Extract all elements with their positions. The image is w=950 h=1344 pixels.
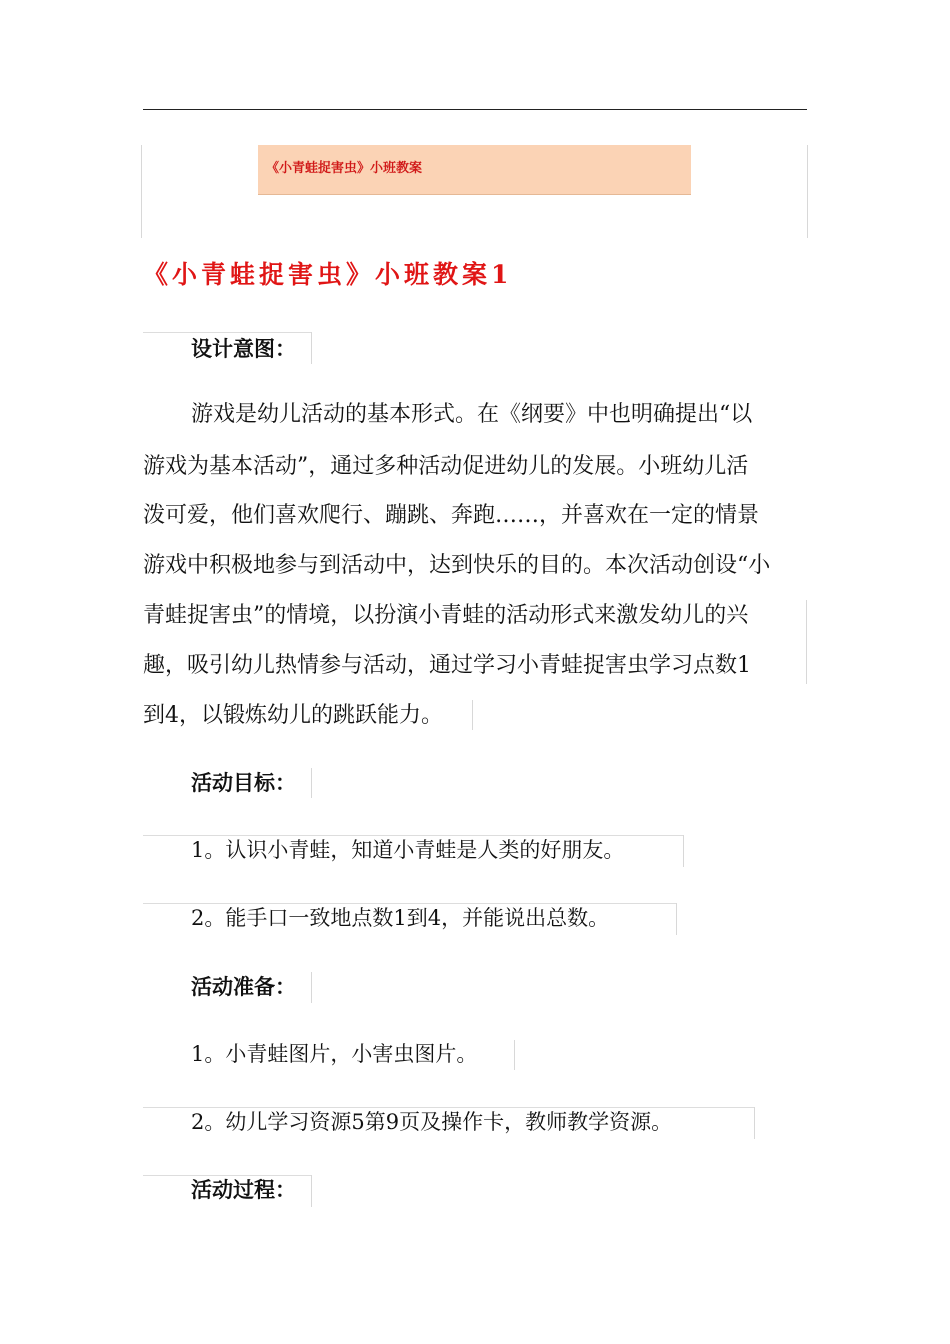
top-rule: [143, 109, 807, 110]
frame-left-line: [141, 145, 142, 238]
item-rule-side: [754, 1107, 755, 1139]
heading-rule-side: [311, 768, 312, 798]
paragraph-end-line: [472, 700, 473, 730]
heading-rule-side: [311, 332, 312, 364]
paragraph-line: 趣，吸引幼儿热情参与活动，通过学习小青蛙捉害虫学习点数1: [143, 653, 751, 678]
frame-right-line: [807, 145, 808, 238]
paragraph-line: 游戏是幼儿活动的基本形式。在《纲要》中也明确提出“以: [191, 402, 753, 427]
paragraph-line: 游戏中积极地参与到活动中，达到快乐的目的。本次活动创设“小: [143, 553, 771, 578]
heading-rule-side: [311, 1175, 312, 1207]
item-rule-side: [676, 903, 677, 935]
header-banner-text: 《小青蛙捉害虫》小班教案: [266, 161, 423, 176]
page-title: 《小青蛙捉害虫》小班教案1: [143, 260, 513, 289]
preparation-item-2: 2。幼儿学习资源5第9页及操作卡，教师教学资源。: [191, 1110, 673, 1134]
paragraph-side-line: [806, 600, 807, 684]
process-heading: 活动过程：: [191, 1178, 296, 1202]
item-rule-side: [683, 835, 684, 867]
paragraph-line: 到4，以锻炼幼儿的跳跃能力。: [143, 703, 443, 728]
item-rule-side: [514, 1040, 515, 1070]
paragraph-line: 泼可爱，他们喜欢爬行、蹦跳、奔跑……，并喜欢在一定的情景: [143, 503, 760, 528]
goals-heading: 活动目标：: [191, 771, 296, 795]
design-intent-heading: 设计意图：: [191, 337, 296, 361]
paragraph-line: 青蛙捉害虫”的情境，以扮演小青蛙的活动形式来激发幼儿的兴: [143, 603, 749, 628]
goal-item-1: 1。认识小青蛙，知道小青蛙是人类的好朋友。: [191, 838, 625, 862]
preparation-heading: 活动准备：: [191, 975, 296, 999]
preparation-item-1: 1。小青蛙图片，小害虫图片。: [191, 1042, 478, 1066]
heading-rule-side: [311, 972, 312, 1003]
paragraph-line: 游戏为基本活动”，通过多种活动促进幼儿的发展。小班幼儿活: [143, 454, 749, 479]
goal-item-2: 2。能手口一致地点数1到4，并能说出总数。: [191, 906, 610, 930]
header-banner: [258, 145, 691, 195]
